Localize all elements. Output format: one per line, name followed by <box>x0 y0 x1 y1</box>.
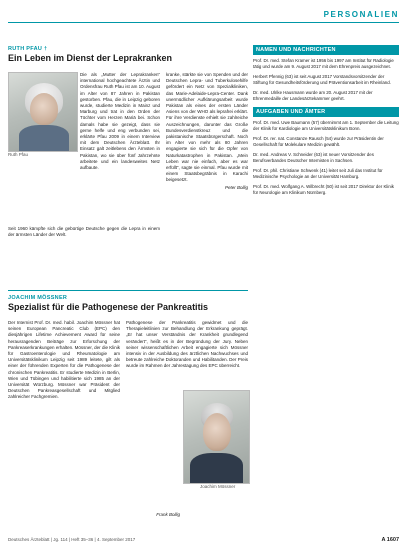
article1-body-col1: Die als „Mutter der Leprakranken“ international hochgeachtete Ärztin und Ordensfrau Ruth Pfau ist am 10. August im Alter von 87 Jahren in Pakistan gestorben. Pfau, die in Leipzig geboren wurde, studierte Medizin in Mainz und Marburg und trat in den Orden der Töchter vom Herzen Mariä bei. Schon damals habe sie gezeigt, dass sie gerne helfe und eng verbunden sei, erklärte Pfau 2009 in einem Interview mit dem Deutschen Ärzteblatt. Ihr Einsatz galt zeitlebens den Ärmsten in Pakistan, wo sie über fünf Jahrzehnte arbeitete und ein landesweites Netz aufbaute. <box>80 72 160 171</box>
article2-column2-top <box>126 320 248 382</box>
portrait-photo-joachim-moessner <box>183 390 250 484</box>
article1-body-col2: kranke, stärkte sie von Spenden und der Deutschen Lepra- und Tuberkulosehilfe gefördert ein Netz von Spezialkliniken, das Marie-Adelaide-Lepra-Center. Dank unermüdlicher Aufklärungsarbeit wurde Pakistan als eines der ersten Länder Asiens von der WHO als leprafrei erklärt. Für ihre Verdienste erhielt sie zahlreiche Auszeichnungen, darunter das Große Bundesverdienstkreuz und die pakistanische Staatsbürgerschaft. Noch im Alter von mehr als 80 Jahren engagierte sie sich für die Opfer von Naturkatastrophen in Pakistan. „Mein Leben war nie einfach, aber es war erfüllt“, sagte sie einmal. Pfau wurde mit einem Staatsbegräbnis in Karachi beigesetzt. <box>166 72 248 183</box>
sidebar-entry: Prof. Dr. med. Wolfgang A. Wilbrecht (50) ist seit 2017 Direktor der Klinik für Neurologie am Klinikum Nürnberg. <box>253 184 394 196</box>
article2-body-col2: Pathogenese der Pankreatitis gewidmet und die Therapieleitlinien zur Behandlung der Erkrankung geprägt. „Er hat unser Verständnis der Krankheit grundlegend verändert“, heißt es in der Begründung der Jury. Neben seiner wissenschaftlichen Arbeit engagierte sich Mössner intensiv in der Ausbildung des ärztlichen Nachwuchses und betreute zahlreiche Doktoranden und Habilitanden. Der Preis wurde im Rahmen der Jahrestagung des EPC überreicht. <box>126 320 248 369</box>
article2-author: Frank Bollig <box>156 512 180 517</box>
sidebar-entry: Prof. Dr. rer. nat. Constanze Rausch (54) wurde zur Präsidentin der Gesellschaft für Molekulare Medizin gewählt. <box>253 135 384 147</box>
article1-title: Ein Leben im Dienst der Leprakranken <box>8 53 173 63</box>
article1-column1b <box>8 226 160 238</box>
article1-eyebrow: RUTH PFAU † <box>8 46 48 52</box>
section-label: PERSONALIEN <box>323 10 399 19</box>
article1-column2 <box>166 72 248 190</box>
article-ruth-pfau <box>8 46 248 64</box>
article1-author: Peter Bollig <box>224 184 248 190</box>
journal-info: Deutsches Ärzteblatt | Jg. 114 | Heft 35–36 | 4. September 2017 <box>8 537 136 542</box>
sidebar-entry: Prof. Dr. med. Uwe Baumann (57) übernimmt am 1. September die Leitung der Klinik für Kardiologie am Universitätsklinikum Bonn. <box>253 119 399 131</box>
sidebar-entry: Dr. med. Andreas V. Schneider (63) ist neuer Vorsitzender des Berufsverbandes Deutscher Internisten in Sachsen. <box>253 151 374 164</box>
article2-caption: Joachim Mössner <box>200 484 236 489</box>
sidebar-entry: Dr. med. Ulrike Hausmann wurde am 20. August 2017 mit der Ehrenmedaille der Landesärztekammer geehrt. <box>253 90 373 102</box>
sidebar-heading-names: NAMEN UND NACHRICHTEN <box>253 45 399 55</box>
sidebar-entry: Prof. Dr. med. Stefan Kramer ist 1956 bis 1997 am Institut für Radiologie tätig und wurde am 9. August 2017 mit dem Ehrenpreis ausgezeichnet. <box>253 58 394 70</box>
page-footer <box>8 537 399 545</box>
article1-column1 <box>80 72 160 171</box>
article2-body-col1: Der Internist Prof. Dr. med. habil. Joachim Mössner hat seinen European Pancreatic Club (EPC) den diesjährigen Lifetime Achievement Award für seine herausragenden Beiträge zur Erforschung der Pankreaserkrankungen erhalten. Mössner, der die Klinik für Gastroenterologie und Rheumatologie am Universitätsklinikum Leipzig seit 1989 leitete, gilt als einer der führenden Experten für die Pathogenese der chronischen Pankreatitis. Er studierte Medizin in Berlin, Wien und Tübingen und habilitierte sich 1985 an der Universität Würzburg. Mössner war Präsident der Deutschen Pankreasgesellschaft und Mitglied zahlreicher Fachgremien. <box>8 320 120 400</box>
page-number: A 1607 <box>381 537 399 543</box>
article1-body-col1b: Seit 1960 kämpfte sich die gebürtige Deutsche gegen die Lepra in einem der ärmsten Länder der Welt. <box>8 226 160 238</box>
article-divider <box>8 290 248 291</box>
header-rule <box>8 22 399 23</box>
sidebar-entry: Herbert Pfennig (63) ist seit August 2017 Vorstandsvorsitzender der Stiftung für Gesundheitsförderung und Präventionsarbeit im Rheinland. <box>253 74 391 86</box>
sidebar-entry: Prof. Dr. phil. Christiane Schwenk (41) leitet seit Juli das Institut für Medizinische Psychologie an der Universität Hamburg. <box>253 168 383 180</box>
article2-eyebrow: JOACHIM MÖSSNER <box>8 295 68 301</box>
article2-column1 <box>8 320 120 401</box>
sidebar-heading-offices: AUFGABEN UND ÄMTER <box>253 107 399 117</box>
article2-column2-bottom <box>126 390 180 517</box>
portrait-photo-ruth-pfau <box>8 72 78 152</box>
article1-caption: Ruth Pfau <box>8 152 29 157</box>
article-joachim-moessner <box>8 295 248 313</box>
article2-title: Spezialist für die Pathogenese der Pankreatitis <box>8 302 209 312</box>
sidebar <box>253 45 399 201</box>
